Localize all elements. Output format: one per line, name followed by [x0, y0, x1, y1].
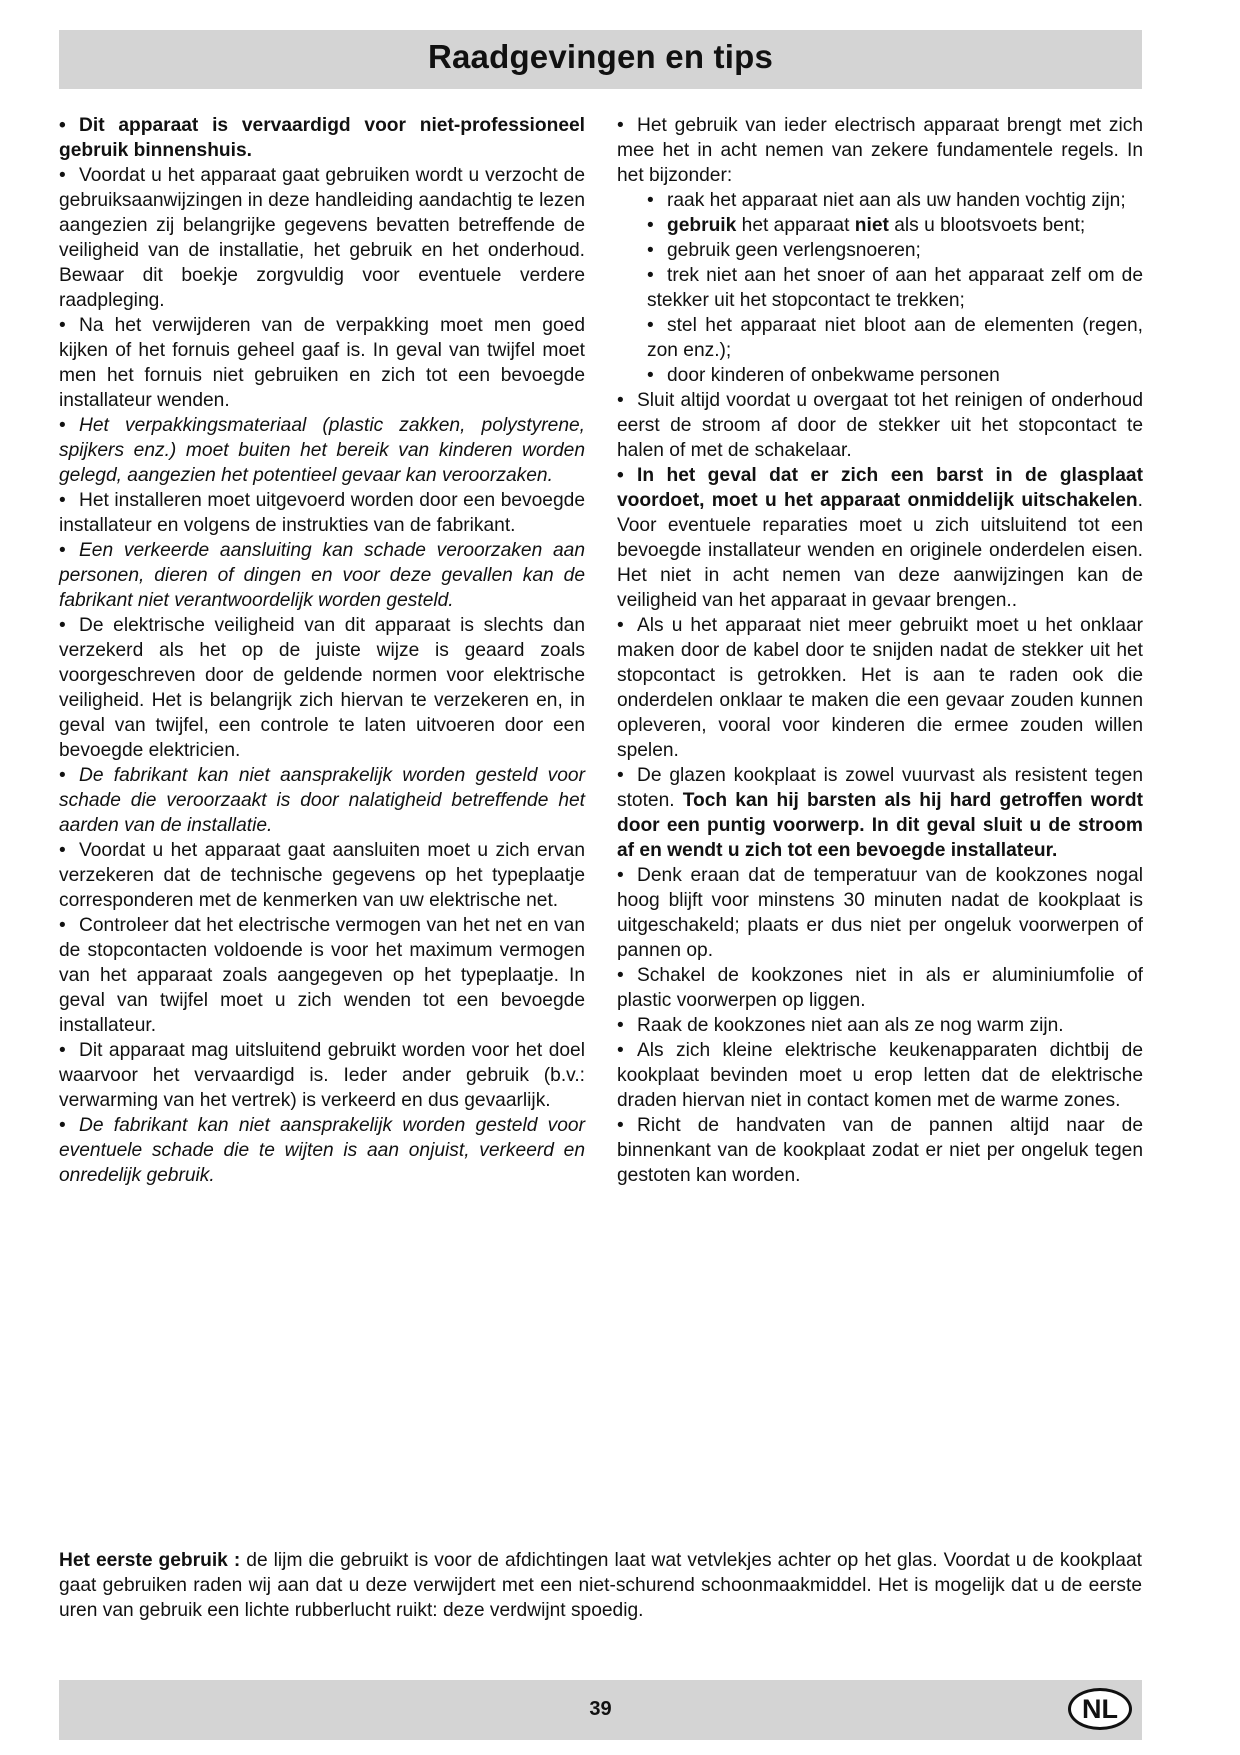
paragraph-text: Het verpakkingsmateriaal (plastic zakken, polystyrene, spijkers enz.) moet buiten het bereik van kinderen worden gelegd, aangezien het potentieel gevaar kan veroorzaken.: [59, 415, 585, 486]
left-column-paragraph: [59, 1113, 585, 1188]
bullet-glyph: •: [617, 1115, 624, 1136]
left-column: [59, 113, 585, 1188]
bullet-glyph: •: [617, 1015, 624, 1036]
right-column-paragraph: [617, 463, 1143, 613]
header-bar: [59, 30, 1142, 89]
bullet-glyph: •: [59, 490, 66, 511]
bullet-glyph: •: [617, 1040, 624, 1061]
right-column-paragraph: [617, 313, 1143, 363]
left-column-paragraph: [59, 613, 585, 763]
right-column-paragraph: [617, 1038, 1143, 1113]
paragraph-text: Dit apparaat mag uitsluitend gebruikt worden voor het doel waarvoor het vervaardigd is. Ieder ander gebruik (b.v.: verwarming van het vertrek) is verkeerd en dus gevaarlijk.: [59, 1040, 585, 1111]
bullet-glyph: •: [617, 115, 624, 136]
bullet-glyph: •: [617, 465, 624, 486]
paragraph-text: Voordat u het apparaat gaat gebruiken wordt u verzocht de gebruiksaanwijzingen in deze handleiding aandachtig te lezen aangezien zij belangrijke gegevens bevatten betreffende de veiligheid van de installatie, het gebruik en het onderhoud. Bewaar dit boekje zorgvuldig voor eventuele verdere raadpleging.: [59, 165, 585, 311]
bullet-glyph: •: [59, 1040, 66, 1061]
bullet-glyph: •: [617, 865, 624, 886]
paragraph-text: De fabrikant kan niet aansprakelijk worden gesteld voor eventuele schade die te wijten is aan onjuist, verkeerd en onredelijk gebruik.: [59, 1115, 585, 1186]
bullet-glyph: •: [59, 115, 66, 136]
bullet-glyph: •: [647, 265, 654, 286]
paragraph-text: Controleer dat het electrische vermogen van het net en van de stopcontacten voldoende is voor het maximum vermogen van het apparaat zoals aangegeven op het typeplaatje. In geval van twijfel moet u zich wenden tot een bevoegde installateur.: [59, 915, 585, 1036]
right-column-paragraph: [617, 613, 1143, 763]
left-column-paragraph: [59, 913, 585, 1038]
paragraph-text: Richt de handvaten van de pannen altijd naar de binnenkant van de kookplaat zodat er niet per ongeluk tegen gestoten kan worden.: [617, 1115, 1143, 1186]
left-column-paragraph: [59, 113, 585, 163]
right-column-paragraph: [617, 188, 1143, 213]
paragraph-text: . Voor eventuele reparaties moet u zich uitsluitend tot een bevoegde installateur wenden en originele onderdelen eisen. Het niet in acht nemen van deze aanwijzingen kan de veiligheid van het apparaat in gevaar brengen..: [617, 490, 1143, 611]
paragraph-text: Toch kan hij barsten als hij hard getroffen wordt door een puntig voorwerp. In dit geval sluit u de stroom af en wendt u zich tot een bevoegde installateur.: [617, 790, 1143, 861]
left-column-paragraph: [59, 763, 585, 838]
bullet-glyph: •: [647, 190, 654, 211]
paragraph-text: raak het apparaat niet aan als uw handen vochtig zijn;: [667, 190, 1126, 211]
right-column-paragraph: [617, 1113, 1143, 1188]
paragraph-text: Als u het apparaat niet meer gebruikt moet u het onklaar maken door de kabel door te snijden nadat de stekker uit het stopcontact is getrokken. Het is aan te raden ook die onderdelen onklaar te maken die een gevaar zouden kunnen opleveren, vooral voor kinderen die ermee zouden willen spelen.: [617, 615, 1143, 761]
bullet-glyph: •: [617, 615, 624, 636]
bullet-glyph: •: [59, 165, 66, 186]
bullet-glyph: •: [617, 390, 624, 411]
bullet-glyph: •: [59, 1115, 66, 1136]
paragraph-text: trek niet aan het snoer of aan het apparaat zelf om de stekker uit het stopcontact te trekken;: [647, 265, 1143, 311]
paragraph-text: niet: [854, 215, 889, 236]
right-column: [617, 113, 1143, 1188]
paragraph-text: Schakel de kookzones niet in als er aluminiumfolie of plastic voorwerpen op liggen.: [617, 965, 1143, 1011]
right-column-paragraph: [617, 113, 1143, 188]
right-column-paragraph: [617, 213, 1143, 238]
bullet-glyph: •: [59, 765, 66, 786]
footer-bar: [59, 1680, 1142, 1740]
left-column-paragraph: [59, 413, 585, 488]
paragraph-text: door kinderen of onbekwame personen: [667, 365, 1000, 386]
right-column-paragraph: [617, 763, 1143, 863]
bullet-glyph: •: [59, 315, 66, 336]
left-column-paragraph: [59, 838, 585, 913]
paragraph-text: Het installeren moet uitgevoerd worden door een bevoegde installateur en volgens de instrukties van de fabrikant.: [59, 490, 585, 536]
bullet-glyph: •: [59, 415, 66, 436]
bullet-glyph: •: [617, 965, 624, 986]
paragraph-text: Raak de kookzones niet aan als ze nog warm zijn.: [637, 1015, 1064, 1036]
right-column-paragraph: [617, 963, 1143, 1013]
first-use-text: de lijm die gebruikt is voor de afdichtingen laat wat vetvlekjes achter op het glas. Voordat u de kookplaat gaat gebruiken raden wij aan dat u deze verwijdert met een niet-schurend schoonmaakmiddel. Het is mogelijk dat u de eerste uren van gebruik een lichte rubberlucht ruikt: deze verdwijnt spoedig.: [59, 1550, 1142, 1621]
left-column-paragraph: [59, 1038, 585, 1113]
left-column-paragraph: [59, 488, 585, 538]
paragraph-text: Dit apparaat is vervaardigd voor niet-professioneel gebruik binnenshuis.: [59, 115, 585, 161]
language-badge: NL: [1068, 1688, 1132, 1730]
right-column-paragraph: [617, 238, 1143, 263]
paragraph-text: gebruik: [667, 215, 737, 236]
bullet-glyph: •: [617, 765, 624, 786]
paragraph-text: gebruik geen verlengsnoeren;: [667, 240, 921, 261]
paragraph-text: Als zich kleine elektrische keukenapparaten dichtbij de kookplaat bevinden moet u erop letten dat de elektrische draden hiervan niet in contact komen met de warme zones.: [617, 1040, 1143, 1111]
bullet-glyph: •: [59, 540, 66, 561]
bullet-glyph: •: [59, 840, 66, 861]
bullet-glyph: •: [647, 215, 654, 236]
paragraph-text: het apparaat: [741, 215, 850, 236]
paragraph-text: Het gebruik van ieder electrisch apparaat brengt met zich mee het in acht nemen van zekere fundamentele regels. In het bijzonder:: [617, 115, 1143, 186]
left-column-paragraph: [59, 313, 585, 413]
paragraph-text: stel het apparaat niet bloot aan de elementen (regen, zon enz.);: [647, 315, 1143, 361]
left-column-paragraph: [59, 538, 585, 613]
paragraph-text: De glazen kookplaat is zowel vuurvast als resistent tegen stoten.: [617, 765, 1143, 811]
left-column-paragraph: [59, 163, 585, 313]
page-number: 39: [589, 1698, 612, 1720]
bullet-glyph: •: [647, 315, 654, 336]
bullet-glyph: •: [647, 240, 654, 261]
bullet-glyph: •: [647, 365, 654, 386]
bullet-glyph: •: [59, 915, 66, 936]
paragraph-text: Denk eraan dat de temperatuur van de kookzones nogal hoog blijft voor minstens 30 minuten nadat de kookplaat is uitgeschakeld; plaats er dus niet per ongeluk voorwerpen of pannen op.: [617, 865, 1143, 961]
paragraph-text: De elektrische veiligheid van dit apparaat is slechts dan verzekerd als het op de juiste wijze is geaard zoals voorgeschreven door de geldende normen voor elektrische veiligheid. Het is belangrijk zich hiervan te verzekeren en, in geval van twijfel, een controle te laten uitvoeren door een bevoegde elektricien.: [59, 615, 585, 761]
paragraph-text: als u blootsvoets bent;: [894, 215, 1086, 236]
right-column-paragraph: [617, 863, 1143, 963]
paragraph-text: Voordat u het apparaat gaat aansluiten moet u zich ervan verzekeren dat de technische gegevens op het typeplaatje corresponderen met de kenmerken van uw elektrische net.: [59, 840, 585, 911]
right-column-paragraph: [617, 263, 1143, 313]
paragraph-text: Sluit altijd voordat u overgaat tot het reinigen of onderhoud eerst de stroom af door de stekker uit het stopcontact te halen of met de schakelaar.: [617, 390, 1143, 461]
page-title: Raadgevingen en tips: [427, 38, 774, 75]
right-column-paragraph: [617, 388, 1143, 463]
right-column-paragraph: [617, 363, 1143, 388]
paragraph-text: Na het verwijderen van de verpakking moet men goed kijken of het fornuis geheel gaaf is. In geval van twijfel moet men het fornuis niet gebruiken en zich tot een bevoegde installateur wenden.: [59, 315, 585, 411]
paragraph-text: In het geval dat er zich een barst in de glasplaat voordoet, moet u het apparaat onmiddelijk uitschakelen: [617, 465, 1143, 511]
bullet-glyph: •: [59, 615, 66, 636]
first-use-note: [59, 1548, 1142, 1623]
paragraph-text: Een verkeerde aansluiting kan schade veroorzaken aan personen, dieren of dingen en voor deze gevallen kan de fabrikant niet verantwoordelijk worden gesteld.: [59, 540, 585, 611]
right-column-paragraph: [617, 1013, 1143, 1038]
paragraph-text: De fabrikant kan niet aansprakelijk worden gesteld voor schade die veroorzaakt is door nalatigheid betreffende het aarden van de installatie.: [59, 765, 585, 836]
first-use-label: Het eerste gebruik :: [59, 1550, 241, 1571]
